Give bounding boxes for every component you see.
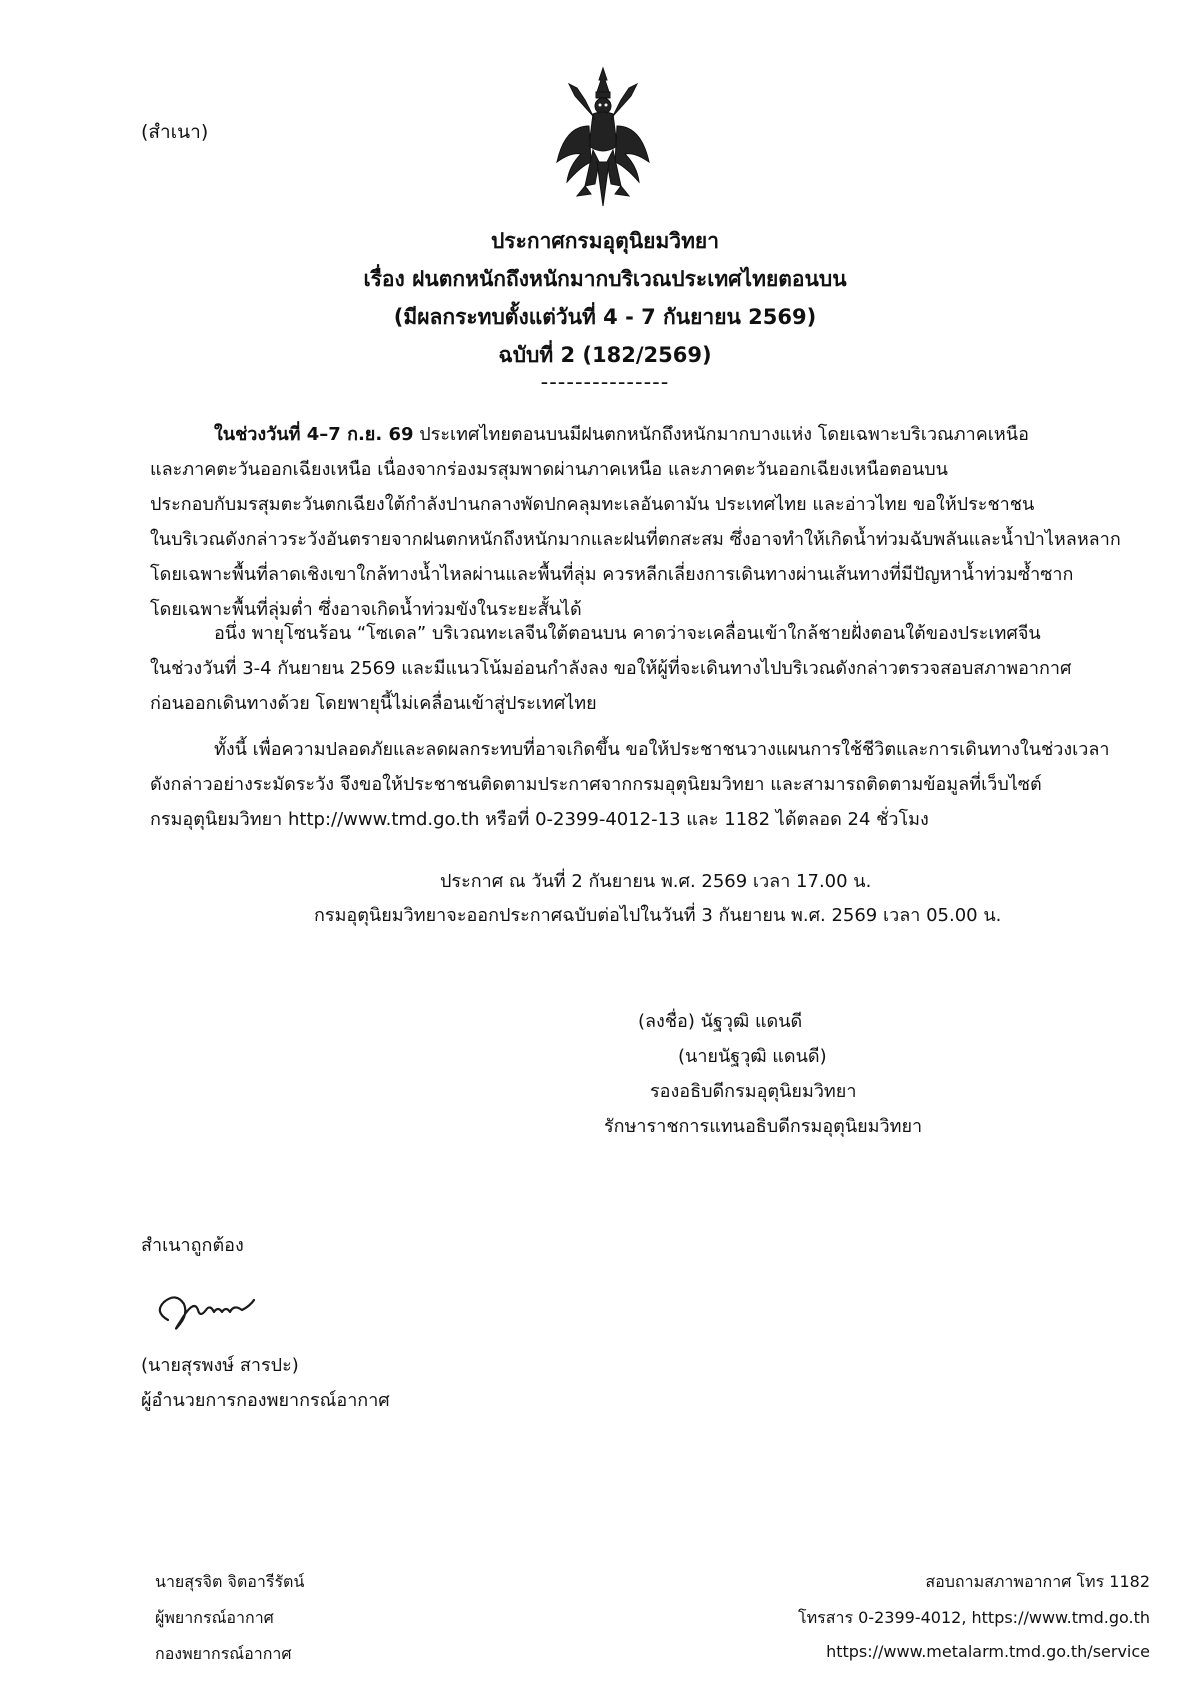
certifier-name: (นายสุรพงษ์ สารปะ): [141, 1355, 299, 1376]
paragraph-lead: ในช่วงวันที่ 4–7 ก.ย. 69: [214, 424, 414, 445]
footer-forecaster-name: นายสุรจิต จิตอารีรัตน์: [155, 1572, 305, 1591]
paragraph-line: [150, 417, 1078, 452]
announcement-subject: เรื่อง ฝนตกหนักถึงหนักมากบริเวณประเทศไทยตอนบน: [363, 267, 847, 291]
certified-copy-label: สำเนาถูกต้อง: [141, 1235, 244, 1256]
footer-service-link[interactable]: https://www.metalarm.tmd.go.th/service: [826, 1642, 1150, 1661]
garuda-emblem-icon: [555, 66, 651, 216]
body-paragraph-3: [150, 732, 1110, 837]
handwritten-signature: [150, 1280, 270, 1340]
footer-hotline: สอบถามสภาพอากาศ โทร 1182: [925, 1572, 1150, 1591]
issued-date-line: ประกาศ ณ วันที่ 2 กันยายน พ.ศ. 2569 เวลา 17.00 น.: [440, 871, 872, 892]
next-issue-line: กรมอุตุนิยมวิทยาจะออกประกาศฉบับต่อไปในวันที่ 3 กันยายน พ.ศ. 2569 เวลา 05.00 น.: [314, 905, 1002, 926]
paragraph-line: โดยเฉพาะพื้นที่ลุ่มต่ำ ซึ่งอาจเกิดน้ำท่วมขังในระยะสั้นได้: [150, 599, 582, 620]
paragraph-line: ในช่วงวันที่ 3-4 กันยายน 2569 และมีแนวโน้มอ่อนกำลังลง ขอให้ผู้ที่จะเดินทางไปบริเวณดังกล่าวตรวจสอบสภาพอากาศ: [150, 658, 1072, 679]
paragraph-line: ก่อนออกเดินทางด้วย โดยพายุนี้ไม่เคลื่อนเข้าสู่ประเทศไทย: [150, 693, 597, 714]
paragraph-text: ประเทศไทยตอนบนมีฝนตกหนักถึงหนักมากบางแห่ง โดยเฉพาะบริเวณภาคเหนือ: [413, 424, 1029, 445]
title-divider: ---------------: [540, 370, 670, 394]
signatory-position: รองอธิบดีกรมอุตุนิยมวิทยา: [650, 1081, 857, 1102]
paragraph-line: กรมอุตุนิยมวิทยา http://www.tmd.go.th หรือที่ 0-2399-4012-13 และ 1182 ได้ตลอด 24 ชั่วโมง: [150, 809, 929, 830]
signed-by-line: (ลงชื่อ) นัฐวุฒิ แดนดี: [638, 1011, 803, 1032]
paragraph-line: อนึ่ง พายุโซนร้อน “โซเดล” บริเวณทะเลจีนใต้ตอนบน คาดว่าจะเคลื่อนเข้าใกล้ชายฝั่งตอนใต้ของประเทศจีน: [214, 623, 1041, 644]
footer-forecaster-division: กองพยากรณ์อากาศ: [155, 1644, 292, 1663]
body-paragraph-1: [150, 417, 1121, 627]
certifier-position: ผู้อำนวยการกองพยากรณ์อากาศ: [141, 1390, 390, 1411]
copy-label: (สำเนา): [141, 121, 209, 143]
paragraph-line: โดยเฉพาะพื้นที่ลาดเชิงเขาใกล้ทางน้ำไหลผ่านและพื้นที่ลุ่ม ควรหลีกเลี่ยงการเดินทางผ่านเส้นทางที่มีปัญหาน้ำท่วมซ้ำซาก: [150, 564, 1074, 585]
footer-forecaster-role: ผู้พยากรณ์อากาศ: [155, 1608, 274, 1627]
announcement-title: ประกาศกรมอุตุนิยมวิทยา: [490, 229, 720, 253]
paragraph-line: และภาคตะวันออกเฉียงเหนือ เนื่องจากร่องมรสุมพาดผ่านภาคเหนือ และภาคตะวันออกเฉียงเหนือตอนบน: [150, 459, 948, 480]
announcement-issue-number: ฉบับที่ 2 (182/2569): [498, 343, 712, 367]
signatory-name: (นายนัฐวุฒิ แดนดี): [678, 1046, 827, 1067]
footer-fax-website: โทรสาร 0-2399-4012, https://www.tmd.go.th: [798, 1608, 1150, 1627]
announcement-effect-period: (มีผลกระทบตั้งแต่วันที่ 4 - 7 กันยายน 2569): [393, 305, 817, 329]
paragraph-line: ในบริเวณดังกล่าวระวังอันตรายจากฝนตกหนักถึงหนักมากและฝนที่ตกสะสม ซึ่งอาจทำให้เกิดน้ำท่วมฉับพลันและน้ำป่าไหลหลาก: [150, 529, 1121, 550]
paragraph-line: ประกอบกับมรสุมตะวันตกเฉียงใต้กำลังปานกลางพัดปกคลุมทะเลอันดามัน ประเทศไทย และอ่าวไทย ขอให้ประชาชน: [150, 494, 1035, 515]
signatory-acting-position: รักษาราชการแทนอธิบดีกรมอุตุนิยมวิทยา: [604, 1116, 923, 1137]
paragraph-line: ดังกล่าวอย่างระมัดระวัง จึงขอให้ประชาชนติดตามประกาศจากกรมอุตุนิยมวิทยา และสามารถติดตามข้อมูลที่เว็บไซต์: [150, 774, 1042, 795]
paragraph-line: ทั้งนี้ เพื่อความปลอดภัยและลดผลกระทบที่อาจเกิดขึ้น ขอให้ประชาชนวางแผนการใช้ชีวิตและการเดินทางในช่วงเวลา: [214, 739, 1110, 760]
body-paragraph-2: [150, 616, 1078, 721]
